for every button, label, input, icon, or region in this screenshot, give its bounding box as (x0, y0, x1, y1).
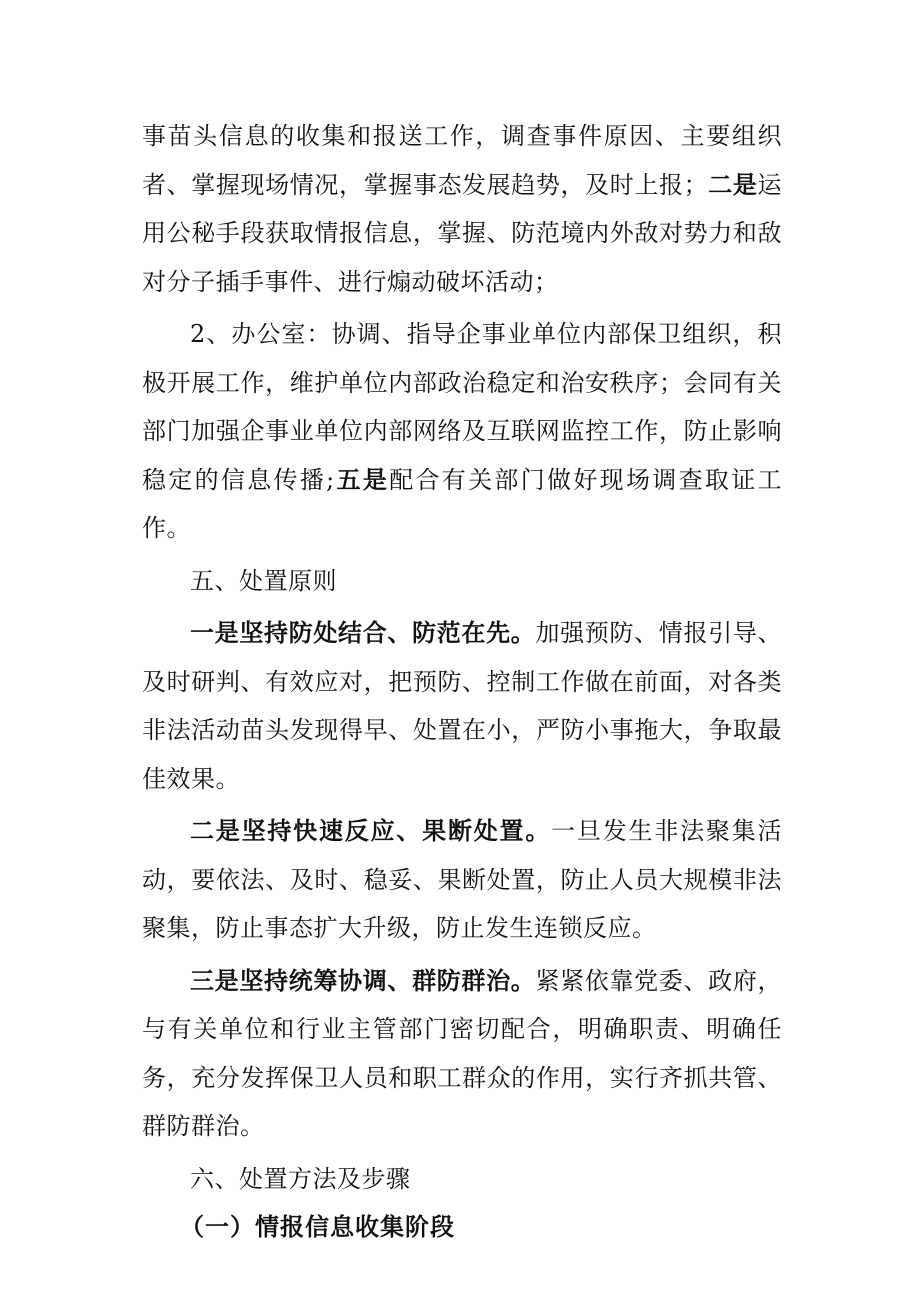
paragraph-text: 事苗头信息的收集和报送工作，调查事件原因、主要组织者、掌握现场情况，掌握事态发展趋势，及时上报； (142, 122, 782, 199)
principle-title: 三是坚持统筹协调、群防群治。 (190, 965, 536, 995)
paragraph-text: 紧紧依靠党委、政府，与有关单位和行业主管部门密切配合，明确职责、明确任务，充分发挥保卫人员和职工群众的作用，实行齐抓共管、群防群治。 (142, 966, 783, 1140)
paragraph-principle-three (142, 957, 782, 1151)
section-title-methods: 六、处置方法及步骤 (190, 1164, 411, 1193)
paragraph-intelligence-duties (142, 112, 782, 306)
paragraph-text: 运用公秘手段获取情报信息，掌握、防范境内外敌对势力和敌对分子插手事件、进行煽动破坏活动； (142, 170, 783, 296)
paragraph-office-duties (142, 310, 782, 553)
paragraph-text: 加强预防、情报引导、及时研判、有效应对，把预防、控制工作做在前面，对各类非法活动苗头发现得早、处置在小，严防小事拖大，争取最佳效果。 (142, 619, 783, 793)
paragraph-principle-two (142, 807, 782, 953)
section-title-principles: 五、处置原则 (190, 566, 337, 595)
paragraph-principle-one (142, 609, 782, 803)
paragraph-text: 一旦发生非法聚集活动，要依法、及时、稳妥、果断处置，防止人员大规模非法聚集，防止事态扩大升级，防止发生连锁反应。 (142, 817, 783, 942)
document-body (142, 112, 782, 1252)
bold-marker: 二是 (708, 169, 758, 199)
paragraph-text: 2、办公室：协调、指导企事业单位内部保卫组织，积极开展工作，维护单位内部政治稳定和治安秩序；会同有关部门加强企事业单位内部网络及互联网监控工作，防止影响稳定的信息传播; (142, 320, 782, 494)
paragraph-text: 配合有关部门做好现场调查取证工作。 (142, 465, 783, 542)
bold-marker: 五是 (334, 464, 390, 494)
principle-title: 二是坚持快速反应、果断处置。 (190, 816, 552, 845)
principle-title: 一是坚持防处结合、防范在先。 (190, 618, 536, 647)
subsection-title-intelligence: （一）情报信息收集阶段 (180, 1212, 455, 1241)
